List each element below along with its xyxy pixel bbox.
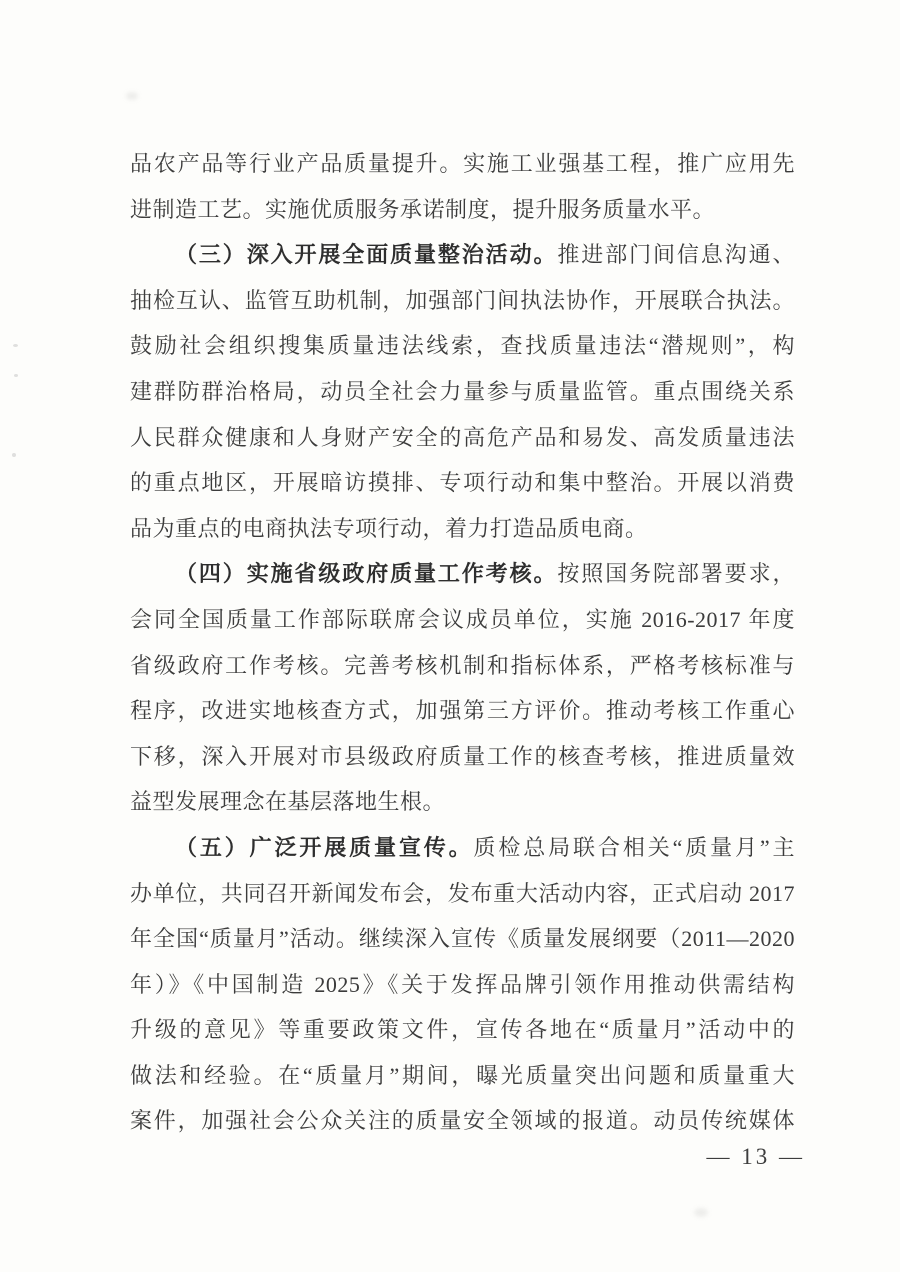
text-line: （五）广泛开展质量宣传。质检总局联合相关“质量月”主 bbox=[175, 834, 795, 860]
text-line: 鼓励社会组织搜集质量违法线索，查找质量违法“潜规则”，构 bbox=[130, 333, 796, 359]
text-line: 的重点地区，开展暗访摸排、专项行动和集中整治。开展以消费 bbox=[130, 470, 795, 496]
scan-speck bbox=[14, 374, 18, 377]
text-line: （三）深入开展全面质量整治活动。推进部门间信息沟通、 bbox=[175, 242, 795, 268]
text-line: 办单位，共同召开新闻发布会，发布重大活动内容，正式启动 2017 bbox=[130, 880, 795, 906]
paragraph-heading: （四）实施省级政府质量工作考核。 bbox=[175, 561, 558, 587]
text-line: 进制造工艺。实施优质服务承诺制度，提升服务质量水平。 bbox=[130, 196, 716, 222]
text-line: 人民群众健康和人身财产安全的高危产品和易发、高发质量违法 bbox=[130, 424, 795, 450]
text-line: 建群防群治格局，动员全社会力量参与质量监管。重点围绕关系 bbox=[130, 378, 795, 404]
page-number: — 13 — bbox=[706, 1144, 805, 1169]
text-line: 抽检互认、监管互助机制，加强部门间执法协作，开展联合执法。 bbox=[130, 287, 795, 313]
scan-smudge bbox=[694, 1208, 708, 1217]
text-line: 年）》《中国制造 2025》《关于发挥品牌引领作用推动供需结构 bbox=[130, 971, 795, 997]
text-line: 年全国“质量月”活动。继续深入宣传《质量发展纲要（2011—2020 bbox=[130, 926, 795, 952]
paragraph-heading: （三）深入开展全面质量整治活动。 bbox=[175, 242, 558, 268]
text-line: 益型发展理念在基层落地生根。 bbox=[130, 789, 446, 815]
scan-smudge bbox=[126, 92, 138, 100]
text-line: 会同全国质量工作部际联席会议成员单位，实施 2016-2017 年度 bbox=[130, 606, 795, 632]
text-line: 案件，加强社会公众关注的质量安全领域的报道。动员传统媒体 bbox=[130, 1108, 795, 1134]
scan-speck bbox=[12, 453, 16, 457]
text-line: 品为重点的电商执法专项行动，着力打造品质电商。 bbox=[130, 515, 648, 541]
document-body bbox=[130, 141, 795, 1144]
text-line: 做法和经验。在“质量月”期间，曝光质量突出问题和质量重大 bbox=[130, 1062, 795, 1088]
paragraph-heading: （五）广泛开展质量宣传。 bbox=[175, 834, 474, 860]
text-line: 品农产品等行业产品质量提升。实施工业强基工程，推广应用先 bbox=[130, 151, 795, 176]
scan-speck bbox=[13, 344, 18, 347]
text-line: 升级的意见》等重要政策文件，宣传各地在“质量月”活动中的 bbox=[130, 1017, 795, 1043]
text-line: 下移，深入开展对市县级政府质量工作的核查考核，推进质量效 bbox=[130, 743, 795, 769]
text-line: 程序，改进实地核查方式，加强第三方评价。推动考核工作重心 bbox=[130, 698, 795, 724]
text-line: 省级政府工作考核。完善考核机制和指标体系，严格考核标准与 bbox=[130, 652, 795, 678]
text-line: （四）实施省级政府质量工作考核。按照国务院部署要求， bbox=[175, 561, 795, 587]
